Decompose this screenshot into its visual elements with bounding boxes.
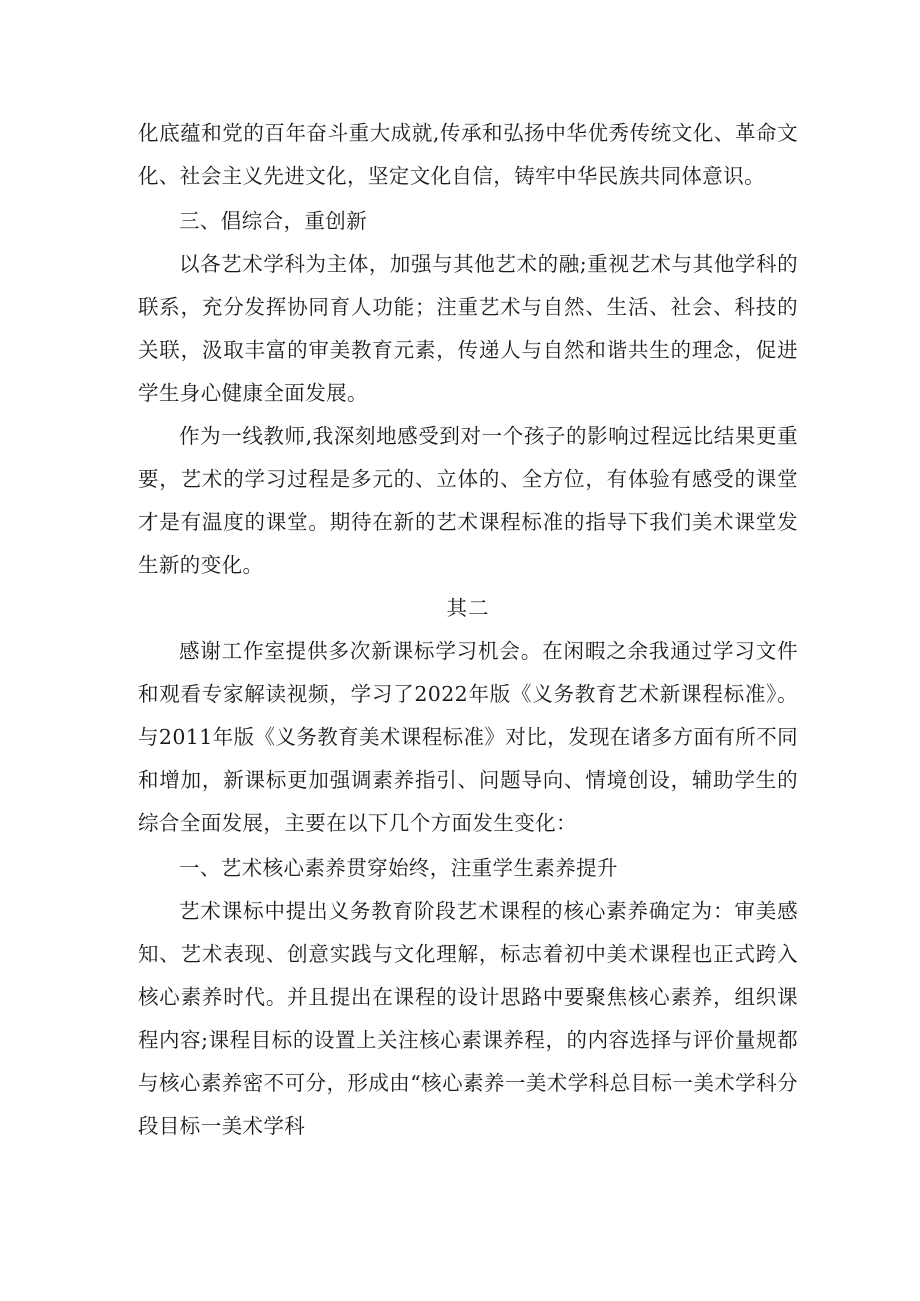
heading-section-3: 三、倡综合，重创新 bbox=[179, 209, 368, 233]
paragraph-thanks: 感谢工作室提供多次新课标学习机会。在闲暇之余我通过学习文件和观看专家解读视频，学习了2022年版《义务教育艺术新课程标准》。与2011年版《义务教育美术课程标准》对比，发现在诸多方面有所不同和增加，新课标更加强调素养指引、问题导向、情境创设，辅助学生的综合全面发展，主要在以下几个方面发生变化： bbox=[138, 639, 798, 835]
paragraph-integration: 以各艺术学科为主体，加强与其他艺术的融;重视艺术与其他学科的联系，充分发挥协同育人功能；注重艺术与自然、生活、社会、科技的关联，汲取丰富的审美教育元素，传递人与自然和谐共生的理念，促进学生身心健康全面发展。 bbox=[138, 252, 798, 405]
heading-section-1: 一、艺术核心素养贯穿始终，注重学生素养提升 bbox=[179, 856, 618, 880]
section-title-part-two: 其二 bbox=[446, 596, 490, 620]
paragraph-core-literacy: 艺术课标中提出义务教育阶段艺术课程的核心素养确定为：审美感知、艺术表现、创意实践与文化理解，标志着初中美术课程也正式跨入核心素养时代。并且提出在课程的设计思路中要聚焦核心素养，组织课程内容;课程目标的设置上关注核心素课养程，的内容选择与评价量规都与核心素养密不可分，形成由“核心素养一美术学科总目标一美术学科分段目标一美术学科 bbox=[138, 899, 798, 1138]
paragraph-continuation: 化底蕴和党的百年奋斗重大成就,传承和弘扬中华优秀传统文化、革命文化、社会主义先进文化，坚定文化自信，铸牢中华民族共同体意识。 bbox=[138, 121, 798, 188]
paragraph-teacher-reflection: 作为一线教师,我深刻地感受到对一个孩子的影响过程远比结果更重要，艺术的学习过程是多元的、立体的、全方位，有体验有感受的课堂才是有温度的课堂。期待在新的艺术课程标准的指导下我们美术课堂发生新的变化。 bbox=[138, 424, 798, 577]
document-body bbox=[138, 112, 798, 1148]
